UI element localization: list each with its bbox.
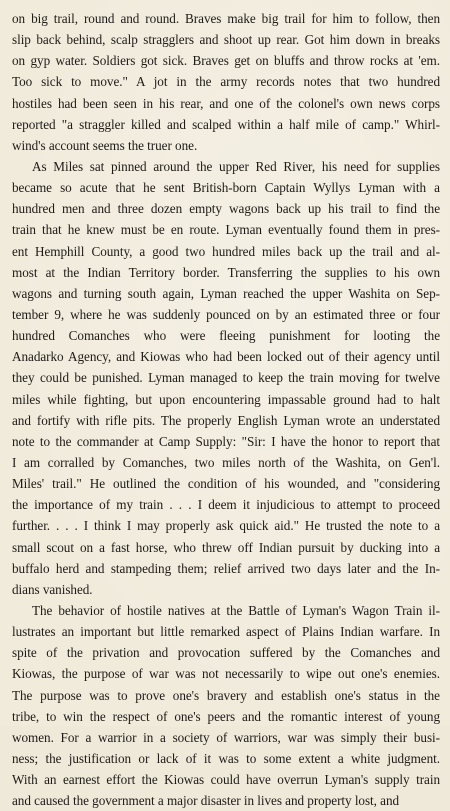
text-line: note to the commander at Camp Supply: "Sir: I have the honor to report that <box>12 433 441 449</box>
text-line: I am corralled by Comanches, two miles north of the Washita, on Gen'l. <box>12 454 440 470</box>
text-line: and caused the government a major disaster in lives and property lost, and <box>12 793 400 809</box>
text-line: hostiles had been seen in his rear, and one of the colonel's own news corps <box>12 95 440 111</box>
text-line: tribe, to win the respect of one's peers and the romantic interest of young <box>12 708 440 724</box>
text-line: on big trail, round and round. Braves make big trail for him to follow, then <box>12 11 440 26</box>
text-line: wagons and turning south again, Lyman reached the upper Washita on Sep- <box>12 285 440 301</box>
text-line: they could be punished. Lyman managed to keep the train moving for twelve <box>12 370 440 386</box>
text-line: ness; the justification or lack of it was to some extent a white judgment. <box>12 750 440 766</box>
body-text <box>12 8 440 811</box>
text-line: Miles' trail." He outlined the condition of his wounded, and "considering <box>12 476 441 492</box>
text-line: wind's account seems the truer one. <box>12 137 198 153</box>
text-line: slip back behind, scalp stragglers and shoot up rear. Got him down in breaks <box>12 32 441 48</box>
paragraph <box>12 156 440 600</box>
text-line: became so acute that he sent British-born Captain Wyllys Lyman with a <box>12 180 440 196</box>
text-line: buffalo herd and stampeding them; relief arrived two days later and the In- <box>12 560 440 576</box>
text-line: hundred men and three dozen empty wagons back up his trail to find the <box>12 201 441 217</box>
text-line: lustrates an important but little remarked aspect of Plains Indian warfare. In <box>12 624 440 640</box>
text-line: The purpose was to prove one's bravery and establish one's status in the <box>12 687 440 703</box>
paragraph <box>12 8 440 156</box>
text-line: most at the Indian Territory border. Transferring the supplies to his own <box>12 264 441 280</box>
text-line: ent Hemphill County, a good two hundred miles back up the trail and al- <box>12 243 440 259</box>
text-line: Anadarko Agency, and Kiowas who had been locked out of their agency until <box>12 349 440 365</box>
text-line: further. . . . I think I may properly ask quick aid." He trusted the note to a <box>12 518 440 534</box>
text-line: and fortify with rifle pits. The properly English Lyman wrote an understated <box>12 412 440 428</box>
text-line: small scout on a fast horse, who threw off Indian pursuit by ducking into a <box>12 539 441 555</box>
text-line: Too sick to move." A jot in the army records notes that two hundred <box>12 74 440 90</box>
text-line: the importance of my train . . . I deem it injudicious to attempt to proceed <box>12 497 440 513</box>
text-line: spite of the privation and provocation suffered by the Comanches and <box>12 645 440 661</box>
text-line: Kiowas, the purpose of war was not necessarily to wipe out one's enemies. <box>12 666 440 682</box>
text-line: dians vanished. <box>12 581 93 597</box>
text-line: The behavior of hostile natives at the Battle of Lyman's Wagon Train il- <box>32 602 440 618</box>
text-line: reported "a straggler killed and scalped within a half mile of camp." Whirl- <box>12 116 440 132</box>
text-line: tember 9, where he was suddenly pounced on by an estimated three or four <box>12 306 440 322</box>
text-line: As Miles sat pinned around the upper Red River, his need for supplies <box>32 158 440 174</box>
text-line: train that he knew must be en route. Lyman eventually found them in pres- <box>12 222 440 238</box>
text-line: With an earnest effort the Kiowas could have overrun Lyman's supply train <box>12 772 440 788</box>
paragraph <box>12 600 440 811</box>
text-line: hundred Comanches who were fleeing punishment for looting the <box>12 328 440 344</box>
text-line: miles while fighting, but upon encountering impassable ground had to halt <box>12 391 441 407</box>
text-line: women. For a warrior in a society of warriors, war was simply their busi- <box>12 729 440 745</box>
text-line: on gyp water. Soldiers got sick. Braves get on bluffs and throw rocks at 'em. <box>12 53 440 69</box>
